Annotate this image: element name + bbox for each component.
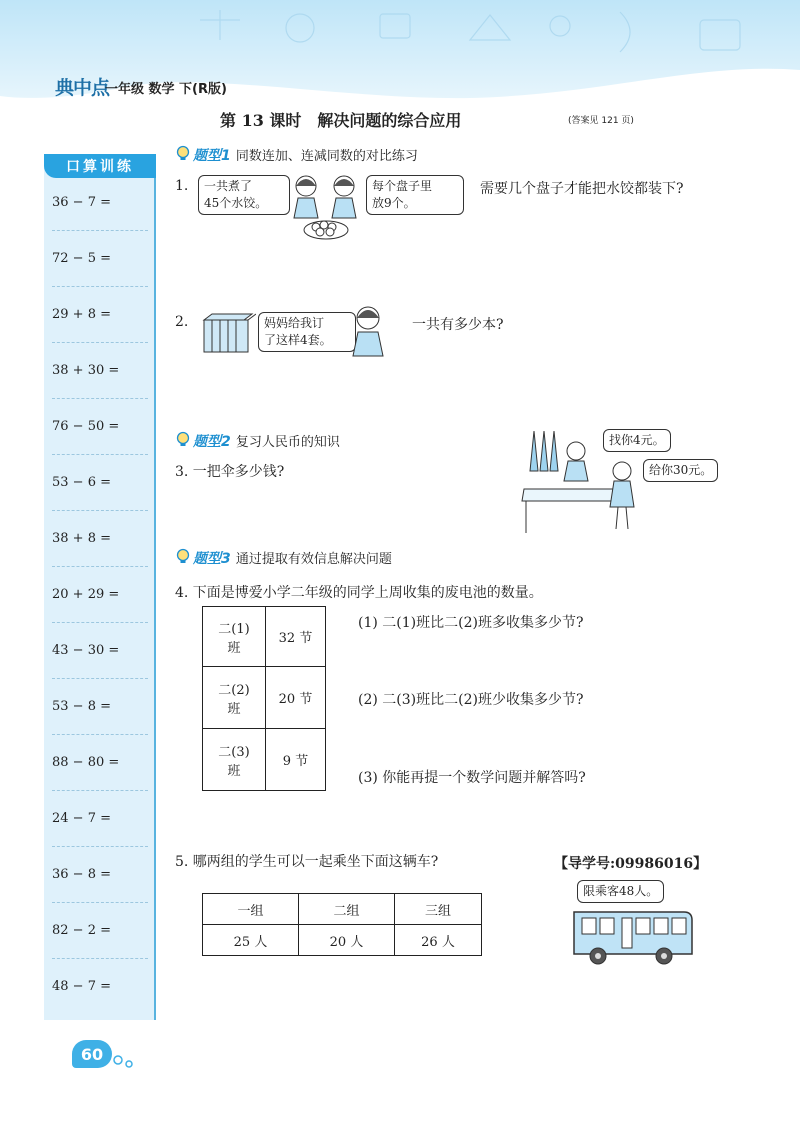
section-tag: 题型2 (193, 434, 231, 450)
table-cell: 20 节 (266, 667, 326, 729)
answer-line (52, 454, 148, 455)
speech-bubble: 找你4元。 (603, 429, 671, 452)
answer-line (52, 678, 148, 679)
table-cell (203, 729, 266, 791)
table-cell: 32 节 (266, 607, 326, 667)
section-title: 同数连加、连减同数的对比练习 (235, 149, 418, 164)
answer-line (52, 510, 148, 511)
class-label: 二(3) (218, 744, 250, 760)
answer-reference: (答案见 121 页) (568, 116, 634, 126)
guide-number: 【导学号:09986016】 (554, 856, 708, 872)
exercise-14: 82 − 2 = (52, 923, 111, 938)
question-1-text: 需要几个盘子才能把水饺都装下? (480, 181, 684, 197)
section-3-header (193, 548, 392, 568)
exercise-11: 88 − 80 = (52, 755, 120, 770)
question-4-text: 4. 下面是博爱小学二年级的同学上周收集的废电池的数量。 (175, 585, 543, 601)
table-row (203, 607, 326, 667)
books-stack-illustration (200, 310, 256, 354)
page-number: 60 (72, 1040, 112, 1068)
section-1-header (193, 145, 418, 165)
table-row (203, 925, 482, 956)
table-cell: 26 人 (395, 925, 482, 956)
exercise-9: 43 − 30 = (52, 643, 120, 658)
sub-question-1: (1) 二(1)班比二(2)班多收集多少节? (358, 615, 584, 631)
exercise-4: 38 + 30 = (52, 363, 120, 378)
exercise-3: 29 + 8 = (52, 307, 111, 322)
bubble-line: 放9个。 (372, 196, 416, 210)
table-cell: 一组 (203, 894, 299, 925)
sub-question-3: (3) 你能再提一个数学问题并解答吗? (358, 770, 586, 786)
class-label: 班 (227, 763, 241, 779)
answer-line (52, 734, 148, 735)
exercise-13: 36 − 8 = (52, 867, 111, 882)
speech-bubble (366, 175, 464, 215)
exercise-7: 38 + 8 = (52, 531, 111, 546)
question-5-text: 5. 哪两组的学生可以一起乘坐下面这辆车? (175, 854, 439, 870)
question-2-text: 一共有多少本? (412, 317, 504, 333)
battery-table (202, 606, 326, 791)
page-title: 第 13 课时 解决问题的综合应用 (220, 111, 462, 130)
sub-question-2: (2) 二(3)班比二(2)班少收集多少节? (358, 692, 584, 708)
answer-line (52, 902, 148, 903)
lightbulb-icon (175, 548, 191, 564)
table-cell: 20 人 (299, 925, 395, 956)
answer-line (52, 846, 148, 847)
lightbulb-icon (175, 145, 191, 161)
bubble-line: 了这样4套。 (264, 333, 332, 347)
sidebar-tab: 口算训练 (44, 154, 156, 178)
bubble-line: 45个水饺。 (204, 196, 268, 210)
table-row (203, 729, 326, 791)
exercise-5: 76 − 50 = (52, 419, 120, 434)
question-number: 2. (175, 314, 189, 330)
question-number: 1. (175, 178, 189, 194)
bus-illustration (568, 906, 698, 972)
table-cell: 二组 (299, 894, 395, 925)
question-3-text: 3. 一把伞多少钱? (175, 464, 285, 480)
section-tag: 题型1 (193, 148, 231, 164)
table-cell: 三组 (395, 894, 482, 925)
answer-line (52, 622, 148, 623)
table-row (203, 894, 482, 925)
speech-bubble (198, 175, 290, 215)
answer-line (52, 790, 148, 791)
table-cell: 25 人 (203, 925, 299, 956)
logo: 典中点 (55, 77, 110, 99)
table-row (203, 667, 326, 729)
class-label: 班 (227, 701, 241, 717)
bubble-line: 妈妈给我订 (264, 316, 325, 330)
section-tag: 题型3 (193, 551, 231, 567)
table-cell (203, 667, 266, 729)
exercise-2: 72 − 5 = (52, 251, 111, 266)
section-title: 通过提取有效信息解决问题 (235, 552, 392, 567)
exercise-6: 53 − 6 = (52, 475, 111, 490)
answer-line (52, 958, 148, 959)
girl-illustration (346, 304, 392, 360)
class-label: 班 (227, 640, 241, 656)
group-table (202, 893, 482, 956)
class-label: 二(1) (218, 621, 250, 637)
answer-line (52, 230, 148, 231)
exercise-10: 53 − 8 = (52, 699, 111, 714)
grade-label: 一年级 数学 下(R版) (105, 82, 227, 97)
speech-bubble: 给你30元。 (643, 459, 718, 482)
section-2-header (193, 431, 340, 451)
exercise-8: 20 + 29 = (52, 587, 120, 602)
bubble-line: 一共煮了 (204, 179, 253, 193)
answer-line (52, 398, 148, 399)
section-title: 复习人民币的知识 (235, 435, 340, 450)
exercise-1: 36 − 7 = (52, 195, 111, 210)
exercise-12: 24 − 7 = (52, 811, 111, 826)
speech-bubble (258, 312, 356, 352)
sidebar-border (154, 154, 156, 1020)
lightbulb-icon (175, 431, 191, 447)
answer-line (52, 566, 148, 567)
answer-line (52, 286, 148, 287)
table-cell (203, 607, 266, 667)
exercise-15: 48 − 7 = (52, 979, 111, 994)
answer-line (52, 342, 148, 343)
bubble-line: 每个盘子里 (372, 179, 433, 193)
table-cell: 9 节 (266, 729, 326, 791)
bus-sign: 限乘客48人。 (577, 880, 664, 903)
girls-with-dumplings-illustration (288, 172, 368, 244)
bubble-decoration (112, 1052, 136, 1072)
class-label: 二(2) (218, 682, 250, 698)
